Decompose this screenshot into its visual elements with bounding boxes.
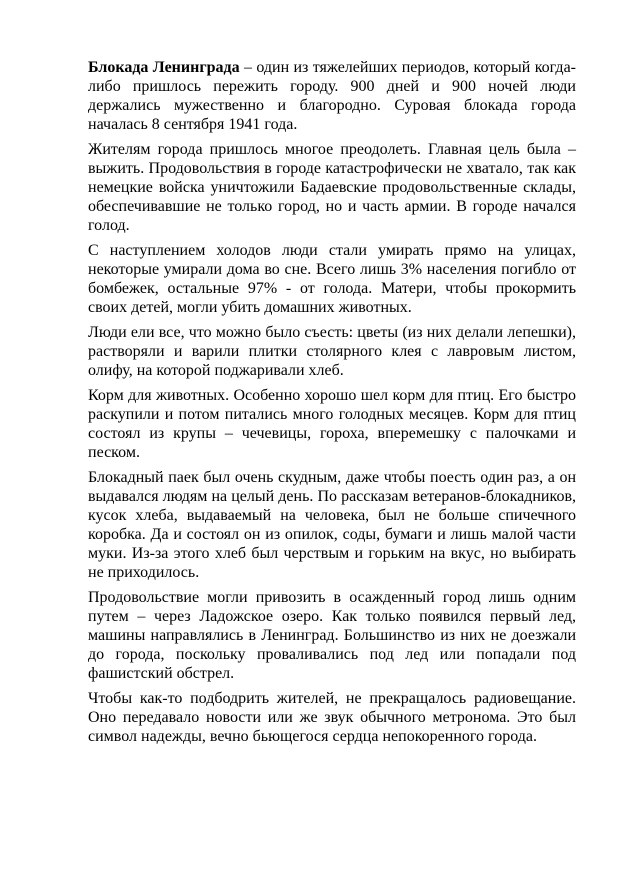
paragraph-text: Блокадный паек был очень скудным, даже чтобы поесть один раз, а он выдавался людям на целый день. По рассказам ветеранов-блокадников, кусок хлеба, выдаваемый на человека, был не больше спичечного коробка. Да и состоял он из опилок, соды, бумаги и лишь малой части муки. Из-за этого хлеб был черствым и горьким на вкус, но выбирать не приходилось.: [88, 469, 576, 581]
paragraph-text: Корм для животных. Особенно хорошо шел корм для птиц. Его быстро раскупили и потом питались много голодных месяцев. Корм для птиц состоял из крупы – чечевицы, гороха, вперемешку с палочками и песком.: [88, 387, 576, 461]
paragraph-text: С наступлением холодов люди стали умирать прямо на улицах, некоторые умирали дома во сне. Всего лишь 3% населения погибло от бомбежек, остальные 97% - от голода. Матери, чтобы прокормить своих детей, могли убить домашних животных.: [88, 242, 576, 316]
paragraph: [88, 58, 576, 134]
paragraph-text: Жителям города пришлось многое преодолеть. Главная цель была – выжить. Продовольствия в городе катастрофически не хватало, так как немецкие войска уничтожили Бадаевские продовольственные склады, обеспечивавшие не только город, но и часть армии. В городе начался голод.: [88, 141, 576, 234]
paragraph-text: Чтобы как-то подбодрить жителей, не прекращалось радиовещание. Оно передавало новости или же звук обычного метронома. Это был символ надежды, вечно бьющегося сердца непокоренного города.: [88, 690, 576, 745]
paragraph: [88, 588, 576, 683]
paragraph-text: – один из тяжелейших периодов, который когда-либо пришлось пережить городу. 900 дней и 900 ночей люди держались мужественно и благородно. Суровая блокада города началась 8 сентября 1941 года.: [88, 59, 577, 133]
paragraph-bold-lead: Блокада Ленинграда: [88, 59, 240, 76]
paragraph: [88, 140, 576, 235]
paragraph: [88, 689, 576, 746]
text-content: [88, 58, 576, 752]
paragraph: [88, 241, 576, 317]
paragraph: [88, 323, 576, 380]
paragraph: [88, 386, 576, 462]
paragraph-text: Люди ели все, что можно было съесть: цветы (из них делали лепешки), растворяли и варили плитки столярного клея с лавровым листом, олифу, на которой поджаривали хлеб.: [88, 324, 576, 379]
paragraph-text: Продовольствие могли привозить в осажденный город лишь одним путем – через Ладожское озеро. Как только появился первый лед, машины направлялись в Ленинград. Большинство из них не доезжали до города, поскольку проваливались под лед или попадали под фашистский обстрел.: [88, 589, 576, 682]
paragraph: [88, 468, 576, 582]
